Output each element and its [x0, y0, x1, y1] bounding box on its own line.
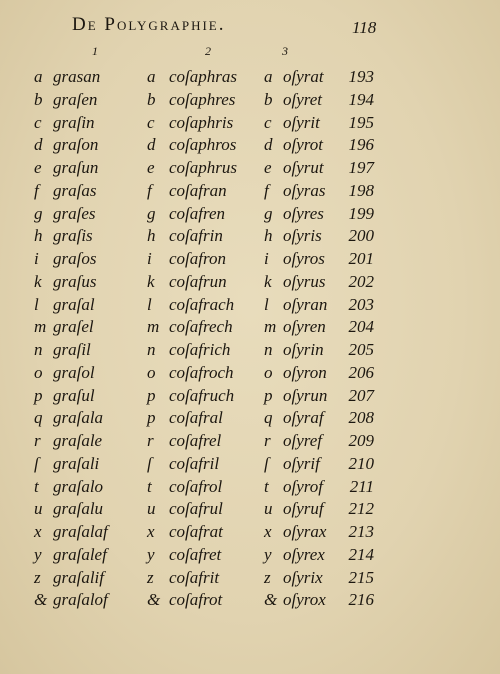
letter-col3: g: [264, 203, 273, 223]
word-col2: coſafran: [169, 180, 227, 200]
table-row: [0, 271, 500, 294]
word-col1: graſalo: [53, 476, 104, 496]
table-row: [0, 567, 500, 590]
letter-col1: x: [34, 522, 42, 541]
table-row: [0, 544, 500, 567]
letter-col1: n: [34, 340, 43, 359]
word-col2: coſafral: [169, 408, 223, 428]
letter-col3: h: [264, 226, 273, 246]
word-col3: oſyron: [283, 362, 327, 382]
letter-col1: o: [34, 362, 43, 382]
word-col3: oſyrox: [283, 590, 326, 610]
number: 213: [348, 522, 374, 541]
word-col3: oſyrin: [283, 340, 324, 359]
word-col1: graſalif: [53, 567, 105, 587]
word-col3: oſyrot: [283, 135, 323, 155]
number: 206: [348, 362, 374, 382]
table-row: [0, 430, 500, 453]
number: 194: [348, 89, 374, 109]
letter-col3: k: [264, 271, 272, 291]
table-row: [0, 248, 500, 271]
letter-col3: n: [264, 340, 273, 359]
letter-col2: i: [147, 249, 152, 268]
word-col2: coſafrin: [169, 226, 223, 246]
word-col3: oſyrax: [283, 522, 327, 541]
letter-col1: m: [34, 317, 47, 337]
letter-col2: p: [147, 408, 156, 428]
letter-col1: e: [34, 158, 42, 177]
letter-col3: &: [264, 590, 278, 610]
word-col2: coſafrun: [169, 271, 227, 291]
word-col3: oſyret: [283, 89, 323, 109]
letter-col3: ſ: [264, 453, 269, 473]
word-col2: coſafrit: [169, 567, 220, 587]
word-col2: coſafruch: [169, 385, 235, 405]
word-col2: coſafrech: [169, 317, 233, 337]
column-number-1: 1: [92, 44, 98, 58]
number: 214: [348, 544, 374, 564]
word-col1: graſalof: [53, 590, 108, 610]
letter-col2: c: [147, 112, 155, 132]
number: 212: [348, 499, 374, 519]
letter-col3: u: [264, 499, 273, 519]
letter-col3: c: [264, 112, 272, 132]
letter-col2: z: [147, 567, 154, 587]
letter-col3: b: [264, 89, 273, 109]
number: 202: [348, 271, 374, 291]
word-col1: graſalef: [53, 544, 107, 564]
letter-col2: l: [147, 294, 152, 314]
letter-col2: g: [147, 203, 156, 223]
word-col2: coſafroch: [169, 362, 234, 382]
letter-col3: e: [264, 158, 272, 177]
word-col1: graſalu: [53, 499, 104, 519]
letter-col3: d: [264, 135, 273, 155]
column-number-2: 2: [205, 44, 211, 58]
word-col1: graſon: [53, 135, 99, 155]
letter-col1: p: [34, 385, 43, 405]
number: 203: [348, 294, 374, 314]
word-col3: oſyras: [283, 180, 326, 200]
letter-col3: m: [264, 317, 277, 337]
word-col3: oſyran: [283, 294, 328, 314]
letter-col1: h: [34, 226, 43, 246]
letter-col2: b: [147, 89, 156, 109]
letter-col2: d: [147, 135, 156, 155]
word-col2: coſafrat: [169, 522, 223, 541]
word-col1: graſis: [53, 226, 93, 246]
letter-col3: o: [264, 362, 273, 382]
word-col2: coſafret: [169, 544, 222, 564]
word-col3: oſyrun: [283, 385, 328, 405]
number: 198: [348, 180, 374, 200]
letter-col3: y: [264, 544, 272, 564]
letter-col1: t: [34, 476, 39, 496]
letter-col1: r: [34, 431, 41, 450]
word-col3: oſyris: [283, 226, 322, 246]
word-col2: coſaphras: [169, 67, 237, 86]
table-row: [0, 134, 500, 157]
letter-col3: x: [264, 522, 272, 541]
letter-col3: a: [264, 67, 273, 86]
table-row: [0, 521, 500, 544]
table-row: [0, 294, 500, 317]
letter-col3: r: [264, 431, 271, 450]
letter-col1: b: [34, 89, 43, 109]
running-title: De Polygraphie.: [72, 14, 226, 35]
column-number-3: 3: [282, 44, 288, 58]
word-col2: coſafrul: [169, 499, 223, 519]
number: 195: [348, 112, 374, 132]
letter-col2: m: [147, 317, 160, 337]
word-col1: graſas: [53, 180, 97, 200]
word-col3: oſyref: [283, 431, 323, 450]
letter-col2: f: [147, 180, 152, 200]
number: 210: [348, 453, 374, 473]
word-col2: coſafril: [169, 453, 220, 473]
table-row: [0, 498, 500, 521]
word-col3: oſyrus: [283, 271, 326, 291]
word-col2: coſafrot: [169, 590, 223, 610]
page-number: 118: [352, 18, 377, 37]
table-row: [0, 180, 500, 203]
number: 193: [348, 67, 374, 86]
number: 216: [348, 590, 374, 610]
word-col3: oſyrex: [283, 544, 325, 564]
letter-col2: o: [147, 362, 156, 382]
table-row: [0, 112, 500, 135]
word-col3: oſyrif: [283, 453, 320, 473]
letter-col2: p: [147, 385, 156, 405]
letter-col2: h: [147, 226, 156, 246]
table-row: [0, 225, 500, 248]
word-col3: oſyrit: [283, 112, 320, 132]
word-col1: graſel: [53, 317, 94, 337]
table-row: [0, 316, 500, 339]
letter-col2: y: [147, 544, 155, 564]
word-col1: graſali: [53, 453, 100, 473]
letter-col1: &: [34, 590, 48, 610]
letter-col1: a: [34, 67, 43, 86]
word-col1: graſes: [53, 203, 96, 223]
letter-col1: c: [34, 112, 42, 132]
word-col2: coſafrel: [169, 431, 222, 450]
word-col3: oſyren: [283, 317, 326, 337]
number: 204: [348, 317, 374, 337]
word-col1: graſale: [53, 431, 103, 450]
word-col1: graſun: [53, 158, 99, 177]
letter-col1: y: [34, 544, 42, 564]
number: 209: [348, 431, 374, 450]
word-col3: oſyrut: [283, 158, 324, 177]
word-col1: graſus: [53, 271, 97, 291]
letter-col1: u: [34, 499, 43, 519]
letter-col3: f: [264, 180, 269, 200]
table-row: [0, 385, 500, 408]
table-row: [0, 89, 500, 112]
letter-col1: q: [34, 408, 43, 428]
word-col1: grasan: [53, 67, 101, 86]
word-col2: coſaphrus: [169, 158, 237, 177]
letter-col1: ſ: [34, 453, 39, 473]
letter-col3: p: [264, 385, 273, 405]
letter-col2: u: [147, 499, 156, 519]
number: 201: [348, 249, 374, 268]
number: 215: [348, 567, 374, 587]
number: 200: [348, 226, 374, 246]
number: 211: [349, 476, 374, 496]
letter-col1: i: [34, 249, 39, 268]
word-col2: coſaphris: [169, 112, 234, 132]
table-row: [0, 203, 500, 226]
cipher-table: [0, 66, 500, 612]
word-col2: coſafrach: [169, 294, 235, 314]
word-col1: graſos: [53, 249, 97, 268]
word-col2: coſaphros: [169, 135, 237, 155]
letter-col1: f: [34, 180, 39, 200]
letter-col2: n: [147, 340, 156, 359]
letter-col2: a: [147, 67, 156, 86]
word-col2: coſafron: [169, 249, 226, 268]
letter-col2: e: [147, 158, 155, 177]
letter-col1: g: [34, 203, 43, 223]
table-row: [0, 453, 500, 476]
number: 207: [348, 385, 374, 405]
letter-col1: z: [34, 567, 41, 587]
table-row: [0, 407, 500, 430]
letter-col1: l: [34, 294, 39, 314]
word-col1: graſal: [53, 294, 95, 314]
word-col3: oſyrat: [283, 67, 324, 86]
word-col2: coſafrich: [169, 340, 231, 359]
word-col2: coſafrol: [169, 476, 223, 496]
word-col1: graſala: [53, 408, 104, 428]
table-row: [0, 66, 500, 89]
word-col1: graſin: [53, 112, 95, 132]
word-col3: oſyros: [283, 249, 325, 268]
number: 205: [348, 340, 374, 359]
letter-col3: t: [264, 476, 269, 496]
word-col3: oſyrix: [283, 567, 323, 587]
word-col3: oſyraf: [283, 408, 324, 428]
letter-col2: &: [147, 590, 161, 610]
word-col2: coſaphres: [169, 89, 236, 109]
number: 199: [348, 203, 374, 223]
number: 197: [348, 158, 374, 177]
letter-col3: l: [264, 294, 269, 314]
word-col3: oſyruf: [283, 499, 324, 519]
word-col3: oſyres: [283, 203, 324, 223]
table-row: [0, 362, 500, 385]
letter-col1: d: [34, 135, 43, 155]
number: 196: [348, 135, 374, 155]
letter-col2: r: [147, 431, 154, 450]
letter-col1: k: [34, 271, 42, 291]
word-col1: graſen: [53, 89, 98, 109]
table-row: [0, 476, 500, 499]
letter-col3: z: [264, 567, 271, 587]
word-col1: graſil: [53, 340, 91, 359]
word-col1: graſalaf: [53, 522, 108, 541]
table-row: [0, 157, 500, 180]
word-col2: coſafren: [169, 203, 226, 223]
letter-col3: i: [264, 249, 269, 268]
letter-col2: ſ: [147, 453, 152, 473]
word-col1: graſul: [53, 385, 95, 405]
table-row: [0, 339, 500, 362]
letter-col2: x: [147, 522, 155, 541]
letter-col2: k: [147, 271, 155, 291]
table-row: [0, 589, 500, 612]
word-col1: graſol: [53, 362, 95, 382]
word-col3: oſyrof: [283, 476, 323, 496]
letter-col2: t: [147, 476, 152, 496]
letter-col3: q: [264, 408, 273, 428]
number: 208: [348, 408, 374, 428]
